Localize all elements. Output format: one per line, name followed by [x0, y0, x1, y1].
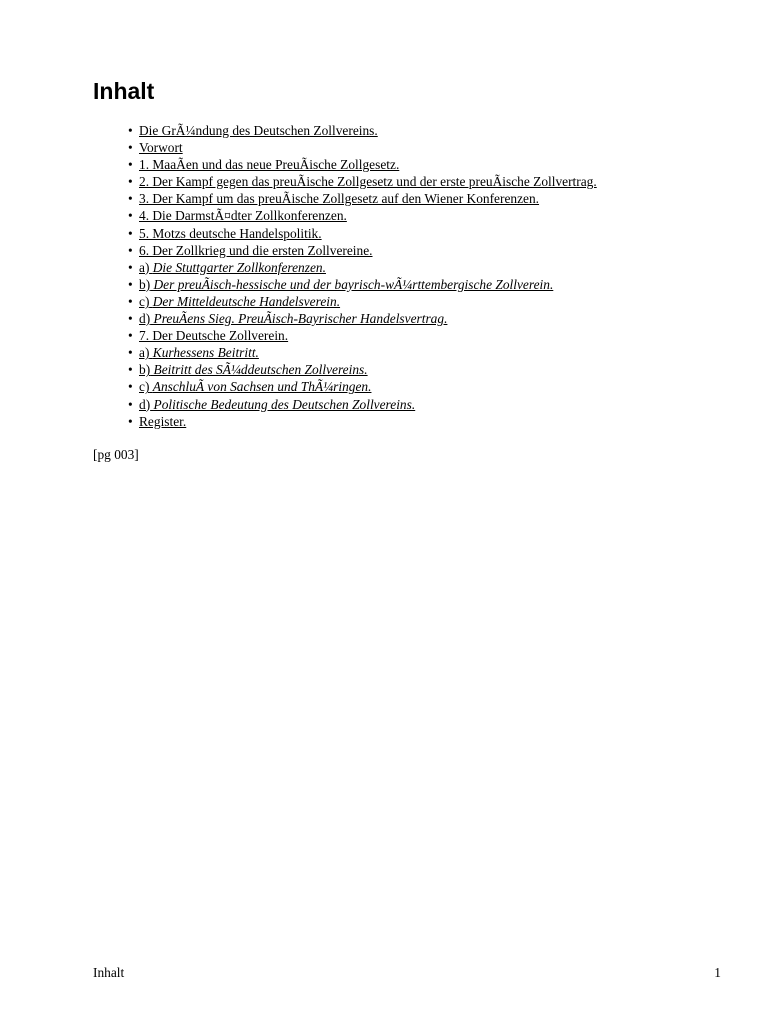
toc-subitem: [128, 276, 597, 293]
toc-link[interactable]: 5. Motzs deutsche Handelspolitik.: [139, 225, 322, 241]
toc-link[interactable]: Register.: [139, 413, 187, 429]
bullet-icon: •: [128, 225, 133, 241]
bullet-icon: •: [128, 140, 133, 156]
bullet-icon: •: [128, 293, 133, 309]
footer-page-number: 1: [714, 965, 721, 980]
toc-item: [128, 207, 597, 224]
toc-subitem: [128, 378, 597, 395]
toc-link[interactable]: 2. Der Kampf gegen das preuÃische Zollgesetz und der erste preuÃische Zollvertrag.: [139, 174, 597, 190]
bullet-icon: •: [128, 157, 133, 173]
bullet-icon: •: [128, 328, 133, 344]
toc-link[interactable]: [139, 345, 259, 360]
toc-prefix: b): [139, 362, 151, 378]
toc-item: [128, 156, 597, 173]
bullet-icon: •: [128, 191, 133, 207]
toc-subitem: [128, 293, 597, 310]
toc-link[interactable]: [139, 260, 326, 275]
page-title: Inhalt: [93, 78, 155, 104]
toc-prefix: a): [139, 259, 150, 275]
toc-subitem: [128, 310, 597, 327]
table-of-contents: [128, 122, 597, 430]
toc-link[interactable]: Vorwort: [139, 140, 183, 156]
toc-subitem: [128, 361, 597, 378]
toc-subtitle: Der Mitteldeutsche Handelsverein.: [152, 293, 341, 309]
bullet-icon: •: [128, 259, 133, 275]
toc-subtitle: Der preuÃisch-hessische und der bayrisch-wÃ¼rttembergische Zollverein.: [153, 276, 554, 292]
toc-link[interactable]: [139, 277, 553, 292]
toc-item: [128, 327, 597, 344]
toc-link[interactable]: [139, 294, 340, 309]
toc-prefix: a): [139, 345, 150, 361]
toc-subtitle: Beitritt des SÃ¼ddeutschen Zollvereins.: [153, 362, 368, 378]
toc-link[interactable]: 7. Der Deutsche Zollverein.: [139, 328, 289, 344]
bullet-icon: •: [128, 242, 133, 258]
toc-subtitle: Politische Bedeutung des Deutschen Zollvereins.: [153, 396, 416, 412]
toc-link[interactable]: 3. Der Kampf um das preuÃische Zollgesetz auf den Wiener Konferenzen.: [139, 191, 540, 207]
toc-prefix: b): [139, 276, 151, 292]
toc-link[interactable]: [139, 311, 447, 326]
toc-link[interactable]: Die GrÃ¼ndung des Deutschen Zollvereins.: [139, 123, 378, 138]
toc-subtitle: AnschluÃ von Sachsen und ThÃ¼ringen.: [152, 379, 372, 395]
bullet-icon: •: [128, 276, 133, 292]
bullet-icon: •: [128, 345, 133, 361]
bullet-icon: •: [128, 174, 133, 190]
bullet-icon: •: [128, 311, 133, 327]
bullet-icon: •: [128, 208, 133, 224]
toc-prefix: d): [139, 396, 151, 412]
toc-link[interactable]: [139, 362, 368, 377]
toc-subtitle: PreuÃens Sieg. PreuÃisch-Bayrischer Handelsvertrag.: [153, 311, 448, 327]
toc-prefix: c): [139, 293, 150, 309]
toc-item: [128, 413, 597, 430]
toc-item: [128, 242, 597, 259]
toc-prefix: d): [139, 311, 151, 327]
bullet-icon: •: [128, 362, 133, 378]
bullet-icon: •: [128, 379, 133, 395]
bullet-icon: •: [128, 413, 133, 429]
toc-subtitle: Kurhessens Beitritt.: [152, 345, 259, 361]
toc-link[interactable]: [139, 397, 415, 412]
toc-subitem: [128, 396, 597, 413]
toc-subtitle: Die Stuttgarter Zollkonferenzen.: [152, 259, 326, 275]
toc-link[interactable]: 6. Der Zollkrieg und die ersten Zollvereine.: [139, 242, 373, 258]
toc-item: [128, 173, 597, 190]
toc-prefix: c): [139, 379, 150, 395]
bullet-icon: •: [128, 396, 133, 412]
page-marker: [pg 003]: [93, 447, 139, 462]
bullet-icon: •: [128, 123, 133, 138]
toc-item: [128, 225, 597, 242]
footer-title: Inhalt: [93, 965, 125, 980]
toc-link[interactable]: [139, 379, 371, 394]
toc-item: [128, 190, 597, 207]
toc-link[interactable]: 1. MaaÃen und das neue PreuÃische Zollgesetz.: [139, 157, 400, 173]
toc-subitem: [128, 259, 597, 276]
toc-subitem: [128, 344, 597, 361]
toc-link[interactable]: 4. Die DarmstÃ¤dter Zollkonferenzen.: [139, 208, 347, 224]
toc-item: [128, 122, 597, 139]
toc-item: [128, 139, 597, 156]
